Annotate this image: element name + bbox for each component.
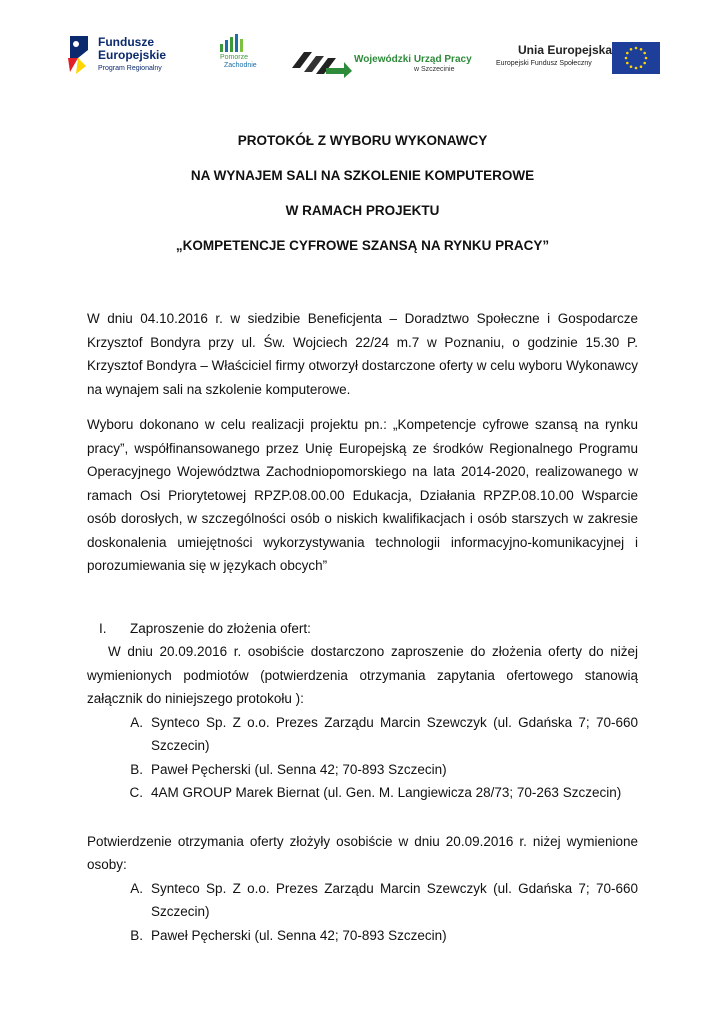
list-letter: B. [130,761,143,777]
list-text: Paweł Pęcherski (ul. Senna 42; 70-893 Szczecin) [151,761,447,777]
fundusze-line1: Fundusze [98,35,154,49]
ue-line2: Europejski Fundusz Społeczny [496,60,592,67]
fundusze-line3: Program Regionalny [98,65,162,72]
list-text: Paweł Pęcherski (ul. Senna 42; 70-893 Szczecin) [151,927,447,943]
confirmed-list [87,877,638,948]
logo-header [0,0,725,110]
section-heading [87,617,638,641]
ue-line1: Unia Europejska [518,43,613,57]
list-item [87,877,638,924]
section-invitation [87,617,638,948]
list-item [87,924,638,948]
list-text: Synteco Sp. Z o.o. Prezes Zarządu Marcin Szewczyk (ul. Gdańska 7; 70-660 Szczecin) [151,714,638,753]
pomorze-line2: Zachodnie [224,62,257,69]
list-text: Synteco Sp. Z o.o. Prezes Zarządu Marcin Szewczyk (ul. Gdańska 7; 70-660 Szczecin) [151,880,638,919]
document-title: PROTOKÓŁ Z WYBORU WYKONAWCY [237,133,488,148]
wup-arrow-icon [290,46,352,78]
wup-line1: Wojewódzki Urząd Pracy [354,54,472,65]
invited-list [87,711,638,805]
document-subtitle-project: W RAMACH PROJEKTU [285,203,440,218]
eu-flag-icon [612,42,660,74]
list-letter: B. [130,927,143,943]
wup-logo [290,44,470,80]
list-letter: C. [129,785,143,800]
document-subtitle: NA WYNAJEM SALI NA SZKOLENIE KOMPUTEROWE [190,168,535,183]
fundusze-star-icon [66,32,92,76]
list-item [87,781,638,805]
pomorze-bars-icon [218,34,246,54]
fundusze-europejskie-logo [66,30,186,80]
pomorze-line1: Pomorze [220,54,249,61]
document-body [87,307,638,947]
list-letter: A. [130,714,143,730]
section-number: I. [99,620,107,636]
opening-paragraph: W dniu 04.10.2016 r. w siedzibie Beneficjenta – Doradztwo Społeczne i Gospodarcze Krzysztof Bondyra przy ul. Św. Wojciech 22/24 m.7 w Poznaniu, o godzinie 15.30 P. Krzysztof Bondyra – Właściciel firmy otworzył dostarczone oferty w celu wyboru Wykonawcy na wynajem sali na szkolenie komputerowe. [87,311,638,397]
list-text: 4AM GROUP Marek Biernat (ul. Gen. M. Langiewicza 28/73; 70-263 Szczecin) [151,785,622,800]
list-item [87,758,638,782]
fundusze-line2: Europejskie [98,48,167,62]
document-title-block [0,132,725,255]
confirmation-paragraph: Potwierdzenie otrzymania oferty złożyły osobiście w dniu 20.09.2016 r. niżej wymienione osoby: [87,833,638,872]
list-letter: A. [130,880,143,896]
pomorze-zachodnie-logo [208,34,268,74]
project-name: „KOMPETENCJE CYFROWE SZANSĄ NA RYNKU PRACY” [175,238,550,253]
wup-line2: w Szczecinie [414,66,455,73]
unia-europejska-logo [494,40,664,80]
list-item [87,711,638,758]
section-title: Zaproszenie do złożenia ofert: [130,620,311,636]
project-paragraph: Wyboru dokonano w celu realizacji projektu pn.: „Kompetencje cyfrowe szansą na rynku pracy”, współfinansowanego przez Unię Europejską ze środków Regionalnego Programu Operacyjnego Województwa Zachodniopomorskiego na lata 2014-2020, realizowanego w ramach Osi Priorytetowej RPZP.08.00.00 Edukacja, Działania RPZP.08.10.00 Wsparcie osób dorosłych, w szczególności osób o niskich kwalifikacjach i osób starszych w zakresie doskonalenia umiejętności wykorzystywania technologii informacyjno-komunikacyjnej i porozumiewania się w językach obcych” [87,417,638,573]
invitation-paragraph: W dniu 20.09.2016 r. osobiście dostarczono zaproszenie do złożenia oferty do niżej wymienionych podmiotów (potwierdzenia otrzymania zapytania ofertowego stanowią załącznik do niniejszego protokołu ): [87,644,638,706]
